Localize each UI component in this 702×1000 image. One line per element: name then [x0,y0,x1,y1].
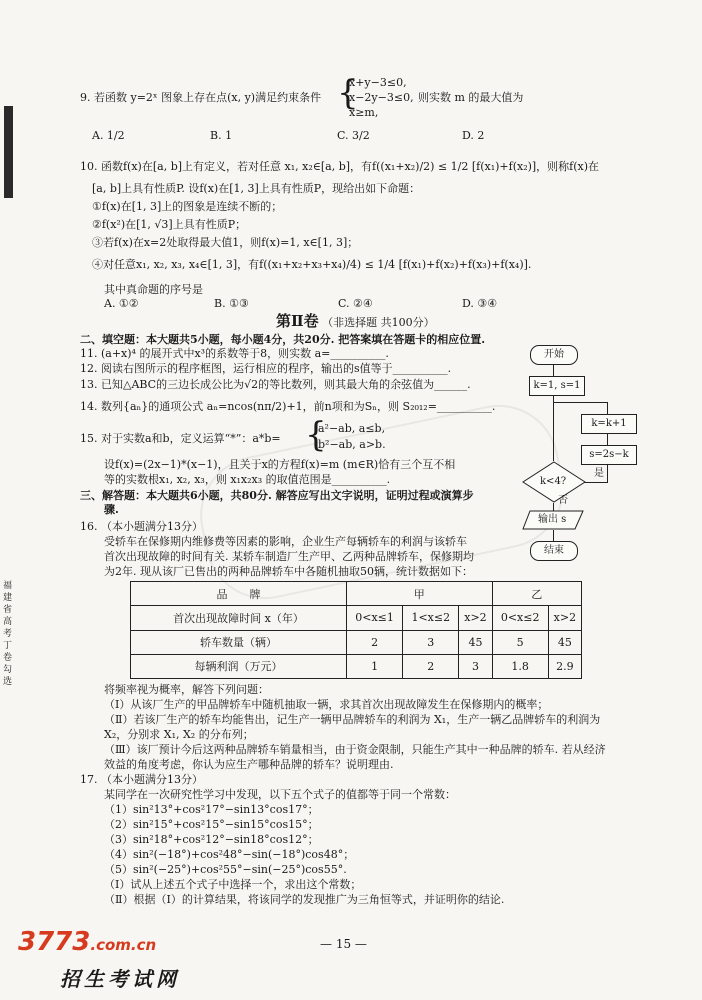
flow-arrow [584,482,608,483]
q10-line-1: 10. 函数f(x)在[a, b]上有定义，若对任意 x₁, x₂∈[a, b]，有f((x₁+x₂)/2) ≤ 1/2 [f(x₁)+f(x₂)]，则称f(x)在 [80,160,600,173]
q10-line-7: 其中真命题的序号是 [104,283,203,296]
table-cell: 每辆利润（万元） [131,654,347,678]
table-cell: 2 [403,654,459,678]
table-cell: 3 [459,654,492,678]
q10-line-6: ④对任意x₁, x₂, x₃, x₄∈[1, 3]，有f((x₁+x₂+x₃+x₄)/4) ≤ 1/4 [f(x₁)+f(x₂)+f(x₃)+f(x₄)]. [92,258,532,271]
table-cell: 0<x≤1 [347,606,403,630]
q10-line-2: [a, b]上具有性质P. 设f(x)在[1, 3]上具有性质P，现给出如下命题： [92,182,421,195]
flowchart-output: 输出 s [538,514,567,525]
q17-para: 某同学在一次研究性学习中发现，以下五个式子的值都等于同一个常数： [104,788,456,801]
q9-option-b: B. 1 [210,129,233,142]
q9-option-c: C. 3/2 [337,129,370,142]
part2-header [276,314,435,330]
table-cell: 0<x≤2 [492,606,548,630]
q16-sub-4: （Ⅲ）该厂预计今后这两种品牌轿车销量相当，由于资金限制，只能生产其中一种品牌的轿车. 若从经济 [104,743,606,756]
page-number: — 15 — [320,937,367,951]
logo-main: 3773 [18,927,91,957]
table-row [131,582,582,606]
q17-sub-2: （Ⅱ）根据（Ⅰ）的计算结果，将该同学的发现推广为三角恒等式，并证明你的结论. [104,893,505,906]
q9-option-d: D. 2 [462,129,485,142]
flow-arrow [553,395,554,461]
q17-expr-5: （5）sin²(−25°)+cos²55°−sin(−25°)cos55°. [104,863,347,876]
q17-expr-2: （2）sin²15°+cos²15°−sin15°cos15°； [104,818,319,831]
table-cell: x>2 [548,606,581,630]
table-cell: 45 [548,630,581,654]
q15-line-3: 等的实数根x₁, x₂, x₃，则 x₁x₂x₃ 的取值范围是__________. [104,473,391,486]
q10-option-a: A. ①② [104,297,139,310]
flowchart-yes-label: 是 [594,468,604,479]
table-cell: 甲 [347,582,493,606]
q10-option-b: B. ①③ [214,297,249,310]
q14: 14. 数列{aₙ}的通项公式 aₙ=ncos(nπ/2)+1，前n项和为Sₙ，则 S₂₀₁₂=__________. [80,400,496,413]
q17-expr-4: （4）sin²(−18°)+cos²48°−sin(−18°)cos48°； [104,848,355,861]
table-row [131,606,582,630]
q16-sub-1: （Ⅰ）从该厂生产的甲品牌轿车中随机抽取一辆，求其首次出现故障发生在保修期内的概率； [104,698,549,711]
logo-tagline: 招生考试网 [60,967,180,991]
table-cell: 2 [347,630,403,654]
table-cell: 45 [459,630,492,654]
q17-sub-1: （Ⅰ）试从上述五个式子中选择一个，求出这个常数； [104,878,362,891]
part2-title: 第Ⅱ卷 [276,312,319,330]
binding-bar [4,106,13,198]
flowchart-increment: k=k+1 [581,414,637,434]
table-cell: x>2 [459,606,492,630]
table-cell: 轿车数量（辆） [131,630,347,654]
q15-case-2: b²−ab, a>b. [318,438,386,451]
q11: 11. (a+x)⁴ 的展开式中x³的系数等于8，则实数 a=__________. [80,347,389,360]
q15-brace: { [305,415,327,455]
q12: 12. 阅读右图所示的程序框图，运行相应的程序，输出的s值等于__________. [80,362,452,375]
flow-arrow [553,364,554,376]
q10-option-d: D. ③④ [462,297,498,310]
q9-brace: { [337,73,359,113]
site-logo [18,927,156,957]
q16-sub-5: 效益的角度考虑，你认为应生产哪种品牌的轿车？说明理由. [104,758,394,771]
q10-line-5: ③若f(x)在x=2处取得最大值1，则f(x)=1, x∈[1, 3]； [92,236,359,249]
q16-sub-3: X₂，分别求 X₁, X₂ 的分布列； [104,728,254,741]
table-cell: 3 [403,630,459,654]
q15-line-2: 设f(x)=(2x−1)*(x−1)，且关于x的方程f(x)=m (m∈R)恰有三个互不相 [104,458,456,471]
q9-constraint-3: x≥m, [349,106,379,119]
q16-head: 16. （本小题满分13分） [80,520,203,533]
flowchart-init: k=1, s=1 [529,376,585,396]
q15-case-1: a²−ab, a≤b, [318,422,386,435]
q9-option-a: A. 1/2 [92,129,125,142]
q16-para-1: 受轿车在保修期内维修费等因素的影响，企业生产每辆轿车的利润与该轿车 [104,535,467,548]
flowchart-end: 结束 [530,541,578,561]
q17-expr-3: （3）sin²18°+cos²12°−sin18°cos12°； [104,833,319,846]
table-cell: 2.9 [548,654,581,678]
logo-domain: .com.cn [90,936,157,954]
flowchart-no-label: 否 [558,495,568,506]
q9-constraint-2: x−2y−3≤0, [349,91,414,104]
table-cell: 1<x≤2 [403,606,459,630]
flow-arrow [553,402,608,403]
q16-data-table [130,581,582,679]
q10-option-c: C. ②④ [338,297,373,310]
q16-para-2: 首次出现故障的时间有关. 某轿车制造厂生产甲、乙两种品牌轿车，保修期均 [104,550,474,563]
table-cell: 品 牌 [131,582,347,606]
table-cell: 1.8 [492,654,548,678]
q16-para-3: 为2年. 现从该厂已售出的两种品牌轿车中各随机抽取50辆，统计数据如下： [104,565,473,578]
q10-line-4: ②f(x²)在[1, √3]上具有性质P； [92,218,247,231]
flow-arrow [553,530,554,541]
fill-heading: 二、填空题：本大题共5小题，每小题4分，共20分. 把答案填在答题卡的相应位置. [80,333,486,346]
q15-stem: 15. 对于实数a和b，定义运算“*”：a*b= [80,432,281,445]
part2-subtitle: （非选择题 共100分） [322,316,435,329]
flow-arrow [607,464,608,482]
q9-stem: 9. 若函数 y=2ˣ 图象上存在点(x, y)满足约束条件 [80,91,322,104]
flowchart-start: 开始 [530,345,578,365]
flowchart-condition: k<4? [540,476,567,487]
flowchart-update: s=2s−k [581,445,637,465]
table-cell: 1 [347,654,403,678]
spine-text: 福建省高考丁卷 勾选 [3,581,13,687]
q17-expr-1: （1）sin²13°+cos²17°−sin13°cos17°； [104,803,319,816]
q16-sub-0: 将频率视为概率，解答下列问题： [104,683,269,696]
table-row [131,654,582,678]
table-cell: 5 [492,630,548,654]
table-cell: 乙 [492,582,581,606]
solve-heading-2: 骤. [104,503,119,516]
table-row [131,630,582,654]
table-cell: 首次出现故障时间 x（年） [131,606,347,630]
q17-head: 17. （本小题满分13分） [80,773,203,786]
q16-sub-2: （Ⅱ）若该厂生产的轿车均能售出，记生产一辆甲品牌轿车的利润为 X₁，生产一辆乙品牌轿车的利润为 [104,713,601,726]
solve-heading: 三、解答题：本大题共6小题，共80分. 解答应写出文字说明，证明过程或演算步 [80,489,474,502]
flow-arrow [607,402,608,414]
q13: 13. 已知△ABC的三边长成公比为√2的等比数列，则其最大角的余弦值为______. [80,378,471,391]
q10-line-3: ①f(x)在[1, 3]上的图象是连续不断的； [92,200,283,213]
q9-tail: 则实数 m 的最大值为 [418,91,524,104]
q9-constraint-1: x+y−3≤0, [349,76,407,89]
flow-arrow [607,433,608,445]
